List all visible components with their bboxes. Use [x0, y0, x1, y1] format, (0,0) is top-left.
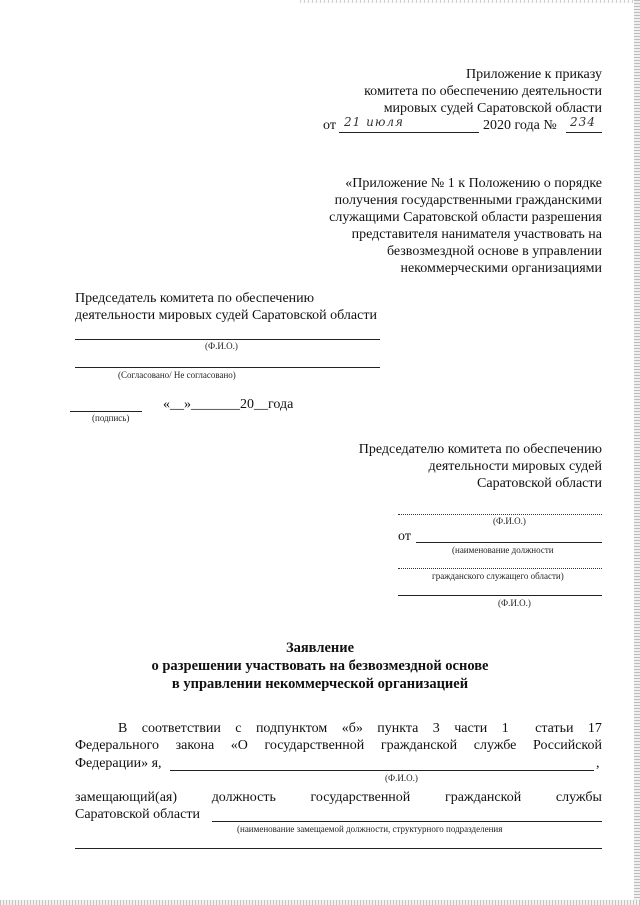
body-word: В: [118, 721, 128, 736]
body-word: соответствии: [141, 721, 221, 736]
regulation-line6: некоммерческими организациями: [400, 261, 602, 276]
approval-decision-line: [75, 367, 380, 368]
applicant-fio-caption: (Ф.И.О.): [385, 773, 418, 783]
body-word: замещающий(ая): [75, 790, 178, 805]
signature-line: [70, 411, 142, 412]
appendix-header-line3: мировых судей Саратовской области: [383, 101, 602, 116]
regulation-line3: служащими Саратовской области разрешения: [329, 210, 602, 225]
body-word: 3: [432, 721, 440, 736]
body-p1-line1: [118, 720, 602, 737]
approval-date-line: «__»_______20__года: [163, 397, 294, 412]
applicant-position-caption: (наименование замещаемой должности, структурного подразделения: [237, 824, 503, 834]
statement-title-line2: о разрешении участвовать на безвозмездной основе: [151, 658, 489, 674]
appendix-header-line2: комитета по обеспечению деятельности: [364, 84, 602, 99]
body-word: гражданской: [444, 790, 522, 805]
addressee-fio-line2: [398, 595, 602, 596]
applicant-subdivision-line: [75, 848, 602, 849]
body-word: государственной: [310, 790, 411, 805]
regulation-line2: получения государственными гражданскими: [334, 193, 602, 208]
body-word: должность: [211, 790, 276, 805]
body-p2-line1: [75, 789, 602, 806]
approval-fio-line: [75, 339, 380, 340]
applicant-position-line: [212, 821, 602, 822]
body-word: 1: [501, 721, 509, 736]
statement-title-line1: Заявление: [285, 640, 355, 656]
body-word: подпунктом: [255, 721, 328, 736]
signature-caption: (подпись): [92, 413, 130, 423]
addressee-position-caption: (наименование должности: [452, 545, 554, 555]
addressee-line3: Саратовской области: [477, 476, 602, 491]
approval-line2: деятельности мировых судей Саратовской области: [75, 308, 377, 323]
body-p2-line2-prefix: Саратовской области: [75, 807, 200, 822]
body-word: статьи: [535, 721, 574, 736]
body-p1-line3-prefix: Федерации» я,: [75, 756, 162, 771]
body-p1-line2: Федерального закона «О государственной гражданской службе Российской: [75, 738, 602, 753]
approval-line1: Председатель комитета по обеспечению: [75, 291, 315, 306]
scan-edge-top: [300, 0, 640, 3]
scan-edge-bottom: [0, 900, 640, 905]
addressee-from-label: от: [398, 529, 411, 544]
addressee-line1: Председателю комитета по обеспечению: [358, 442, 602, 457]
appendix-number-handwritten: 234: [570, 115, 596, 129]
addressee-fio-line: [398, 514, 602, 515]
appendix-date-prefix: от: [323, 118, 336, 133]
addressee-servant-caption: гражданского служащего области): [432, 571, 564, 581]
applicant-fio-line: [170, 770, 594, 771]
regulation-line4: представителя нанимателя участвовать на: [351, 227, 602, 242]
addressee-position-line: [416, 542, 602, 543]
scan-edge-right: [634, 0, 640, 905]
regulation-line5: безвозмездной основе в управлении: [386, 244, 602, 259]
approval-fio-caption: (Ф.И.О.): [205, 341, 238, 351]
body-word: «б»: [341, 721, 363, 736]
body-word: пункта: [377, 721, 419, 736]
body-word: с: [235, 721, 242, 736]
addressee-servant-line: [398, 568, 602, 569]
appendix-year-text: 2020 года №: [483, 118, 557, 133]
regulation-line1: «Приложение № 1 к Положению о порядке: [345, 176, 602, 191]
addressee-line2: деятельности мировых судей: [428, 459, 602, 474]
body-word: части: [454, 721, 488, 736]
approval-decision-caption: (Согласовано/ Не согласовано): [118, 370, 236, 380]
appendix-date-line: [339, 132, 479, 133]
appendix-date-handwritten: 21 июля: [344, 115, 404, 129]
body-word: службы: [555, 790, 602, 805]
addressee-fio-caption2: (Ф.И.О.): [498, 598, 531, 608]
statement-title-line3: в управлении некоммерческой организацией: [171, 676, 469, 692]
body-p1-line3-suffix: ,: [596, 756, 600, 771]
body-word: 17: [587, 721, 602, 736]
addressee-fio-caption: (Ф.И.О.): [493, 516, 526, 526]
appendix-header-line1: Приложение к приказу: [466, 67, 602, 82]
appendix-number-line: [566, 132, 602, 133]
